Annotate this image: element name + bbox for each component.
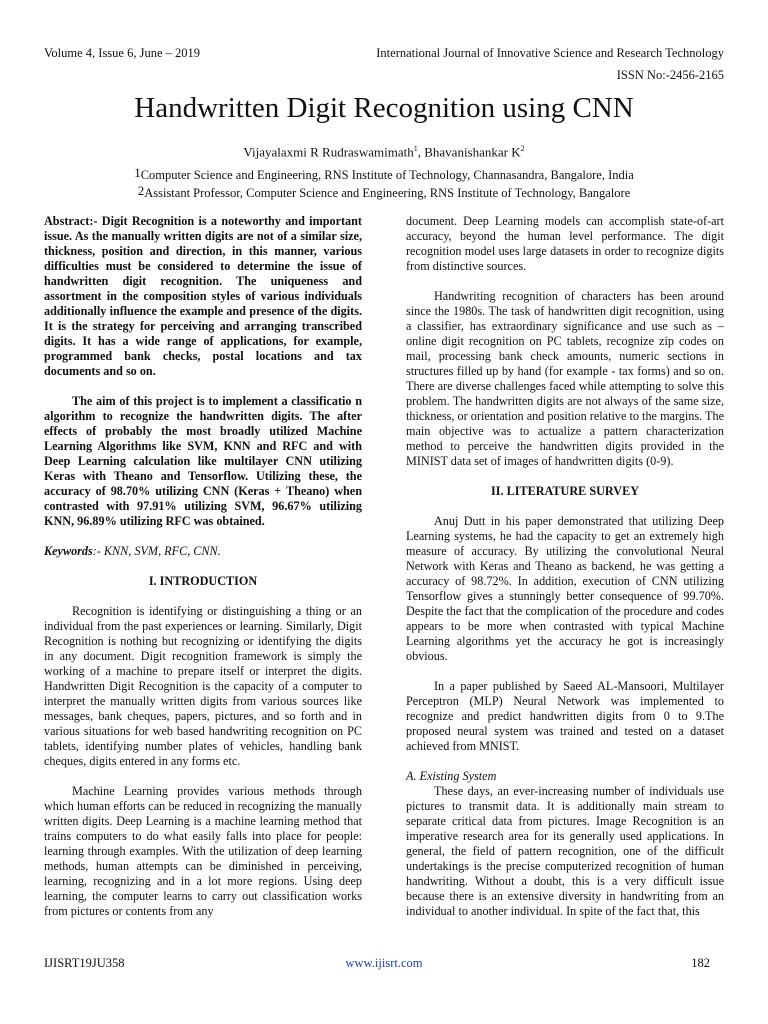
author-separator: , xyxy=(417,144,425,160)
section-heading-literature-survey: II. LITERATURE SURVEY xyxy=(491,484,639,498)
right-column xyxy=(406,214,724,919)
section-heading-introduction: I. INTRODUCTION xyxy=(148,574,258,588)
footer-paper-id: IJISRT19JU358 xyxy=(44,956,125,970)
issn: ISSN No:-2456-2165 xyxy=(616,68,724,82)
left-column xyxy=(44,214,362,919)
abstract-paragraph-1: Abstract:- Digit Recognition is a noteworthy and important issue. As the manually written digits are not of a similar size, thickness, position and direction, in this manner, various difficulties must be considered to determine the issue of handwritten digit recognition. The uniqueness and assortment in the composition styles of various individuals additionally influence the example and presence of the digits. It is the strategy for perceiving and arranging transcribed digits. It has a wide range of applications, for example, programmed bank checks, postal locations and tax documents and so on. xyxy=(44,214,362,378)
subsection-heading-existing-system: A. Existing System xyxy=(406,769,497,783)
literature-paragraph-2: In a paper published by Saeed AL-Mansoori, Multilayer Perceptron (MLP) Neural Network was implemented to recognize and predict handwritten digits from 0 to 9.The proposed neural system was trained and tested on a dataset achieved from MNIST. xyxy=(406,679,724,753)
author-1: Vijayalaxmi R Rudraswamimath xyxy=(243,144,414,160)
author-1-sup: 1 xyxy=(413,144,418,153)
journal-name: International Journal of Innovative Science and Research Technology xyxy=(376,46,724,60)
footer-website-link[interactable]: www.ijisrt.com xyxy=(345,956,423,970)
keywords xyxy=(44,544,362,559)
affiliation-1-text: Computer Science and Engineering, RNS Institute of Technology, Channasandra, Bangalore, India xyxy=(140,168,634,182)
volume-info: Volume 4, Issue 6, June – 2019 xyxy=(44,46,201,60)
intro-paragraph-2: Machine Learning provides various methods through which human efforts can be reduced in recognizing the manually written digits. Deep Learning is a machine learning method that trains computers to do what easily falls into place for people: learning through examples. With the utilization of deep learning methods, human attempts can be diminished in perceiving, learning, recognizing and in a lot more regions. Using deep learning, the computer learns to carry out classification works from pictures or contents from any xyxy=(44,784,362,918)
abstract-paragraph-2: The aim of this project is to implement a classificatio n algorithm to recognize the handwritten digits. The after effects of probably the most broadly utilized Machine Learning Algorithms like SVM, KNN and RFC and with Deep Learning calculation like multilayer CNN utilizing Keras with Theano and Tensorflow. Utilizing these, the accuracy of 98.70% utilizing CNN (Keras + Theano) when contrasted with 97.91% utilizing SVM, 96.67% utilizing KNN, 96.89% utilizing RFC was obtained. xyxy=(44,394,362,528)
keywords-label: Keywords xyxy=(44,544,93,558)
existing-system-paragraph: These days, an ever-increasing number of individuals use pictures to transmit data. It is additionally main stream to separate critical data from pictures. Image Recognition is an imperative research area for its generally used applications. In general, the field of pattern recognition, one of the difficult undertakings is the precise computerized recognition of human handwriting. Without a doubt, this is a very difficult issue because there is an extensive diversity in handwriting from an individual to another individual. In spite of the fact that, this xyxy=(406,784,724,918)
affiliation-2-text: Assistant Professor, Computer Science and Engineering, RNS Institute of Technology, Bangalore xyxy=(144,186,631,200)
affiliation-1 xyxy=(0,165,768,183)
author-2: Bhavanishankar K xyxy=(424,144,521,160)
author-line xyxy=(0,144,768,160)
paper-title: Handwritten Digit Recognition using CNN xyxy=(134,92,634,124)
intro-paragraph-1: Recognition is identifying or distinguishing a thing or an individual from the past experiences or learning. Similarly, Digit Recognition is nothing but recognizing or identifying the digits in any document. Digit recognition framework is simply the working of a machine to prepare itself or interpret the digits. Handwritten Digit Recognition is the capacity of a computer to interpret the manually written digits from various sources like messages, bank cheques, papers, pictures, and so forth and in various situations for web based handwriting recognition on PC tablets, identifying number plates of vehicles, handling bank cheques, digits entered in any forms etc. xyxy=(44,604,362,768)
affiliation-2 xyxy=(0,183,768,201)
affiliation-2-num: 2 xyxy=(137,183,145,198)
affiliation-1-num: 1 xyxy=(134,165,141,180)
right-paragraph-1: document. Deep Learning models can accomplish state-of-art accuracy, beyond the human level performance. The digit recognition model uses large datasets in order to recognize digits from distinctive sources. xyxy=(406,214,724,273)
author-2-sup: 2 xyxy=(520,144,525,153)
right-paragraph-2: Handwriting recognition of characters has been around since the 1980s. The task of handwritten digit recognition, using a classifier, has extraordinary significance and use such as – online digit recognition on PC tablets, recognize zip codes on mail, processing bank check amounts, numeric sections in structures filled up by hand (for example - tax forms) and so on. There are diverse challenges faced while attempting to solve this problem. The handwritten digits are not always of the same size, thickness, or orientation and position relative to the margins. The main objective was to actualize a pattern characterization method to perceive the handwritten digits provided in the MINIST data set of images of handwritten digits (0-9). xyxy=(406,289,724,468)
footer-page-number: 182 xyxy=(691,956,710,970)
keywords-text: :- KNN, SVM, RFC, CNN. xyxy=(92,544,221,558)
literature-paragraph-1: Anuj Dutt in his paper demonstrated that utilizing Deep Learning systems, he had the capacity to get an extremely high measure of accuracy. By utilizing the convolutional Neural Network with Keras and Theano as backend, he was getting a accuracy of 98.72%. In addition, execution of CNN utilizing Tensorflow gives a stunningly better consequence of 99.70%. Despite the fact that the complication of the procedure and codes appears to be more when contrasted with typical Machine Learning algorithms yet the accuracy he got is increasingly obvious. xyxy=(406,514,724,663)
